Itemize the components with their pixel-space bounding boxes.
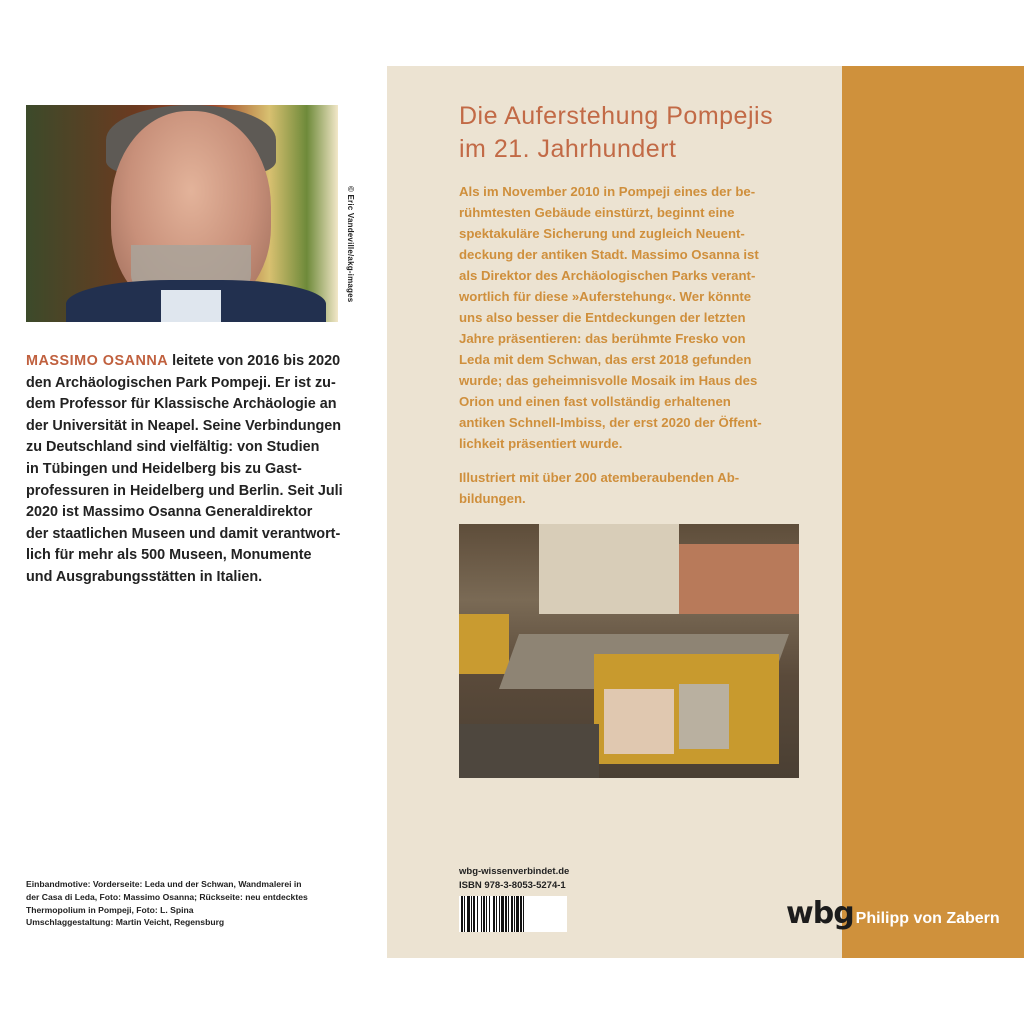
barcode-bar <box>496 896 497 932</box>
barcode-bar <box>467 896 470 932</box>
bio-line: der Universität in Neapel. Seine Verbindungen <box>26 417 342 434</box>
barcode-bar <box>520 896 522 932</box>
blurb-line: wortlich für diese »Auferstehung«. Wer könnte <box>459 289 752 304</box>
blurb-line: rühmtesten Gebäude einstürzt, beginnt eine <box>459 205 735 220</box>
credit-line: Einbandmotive: Vorderseite: Leda und der Schwan, Wandmalerei in <box>26 879 302 889</box>
blurb-line: als Direktor des Archäologischen Parks verant- <box>459 268 756 283</box>
barcode-bar <box>464 896 465 932</box>
blurb-line: bildungen. <box>459 491 526 506</box>
author-name: MASSIMO OSANNA <box>26 353 169 369</box>
blurb-line: Leda mit dem Schwan, das erst 2018 gefunden <box>459 352 752 367</box>
book-title <box>459 100 839 166</box>
bio-line: professuren in Heidelberg und Berlin. Seit Juli <box>26 482 343 499</box>
barcode-bar <box>493 896 495 932</box>
barcode-bar <box>489 896 490 932</box>
barcode-bar <box>508 896 509 932</box>
barcode-bar <box>511 896 513 932</box>
bio-line: lich für mehr als 500 Museen, Monumente <box>26 547 312 564</box>
blurb-line: uns also besser die Entdeckungen der letzten <box>459 310 746 325</box>
bio-line: zu Deutschland sind vielfältig: von Studien <box>26 439 320 456</box>
bio-line: und Ausgrabungsstätten in Italien. <box>26 568 263 585</box>
credit-line: Umschlaggestaltung: Martin Veicht, Regensburg <box>26 917 225 928</box>
barcode-bar <box>481 896 482 932</box>
barcode-bar <box>505 896 507 932</box>
blurb-line: spektakuläre Sicherung und zugleich Neuent- <box>459 226 745 241</box>
bio-line: den Archäologischen Park Pompeji. Er ist zu- <box>26 374 336 391</box>
barcode-bar <box>477 896 478 932</box>
barcode-bar <box>486 896 487 932</box>
bio-line: der staatlichen Museen und damit verantwort- <box>26 525 341 542</box>
cover-credits <box>26 878 346 929</box>
barcode-bar <box>501 896 504 932</box>
spine-strip <box>842 66 1024 958</box>
blurb-line: antiken Schnell-Imbiss, der erst 2020 der Öffent- <box>459 415 762 430</box>
barcode-bar <box>514 896 515 932</box>
blurb-line: wurde; das geheimnisvolle Mosaik im Haus des <box>459 373 758 388</box>
barcode-bar <box>523 896 524 932</box>
wbg-logo: wbg <box>786 896 854 931</box>
blurb-line: Illustriert mit über 200 atemberaubenden Ab- <box>459 470 740 485</box>
bio-line: 2020 ist Massimo Osanna Generaldirektor <box>26 504 313 521</box>
blurb-line: Jahre präsentieren: das berühmte Fresko von <box>459 331 746 346</box>
publisher-name: Philipp von Zabern <box>855 910 1000 927</box>
bio-line: dem Professor für Klassische Archäologie an <box>26 396 337 413</box>
barcode <box>459 896 567 932</box>
barcode-bar <box>461 896 463 932</box>
credit-line: der Casa di Leda, Foto: Massimo Osanna; Rückseite: neu entdecktes <box>26 891 308 902</box>
isbn: ISBN 978-3-8053-5274-1 <box>459 880 566 891</box>
barcode-bar <box>499 896 500 932</box>
blurb-line: deckung der antiken Stadt. Massimo Osanna ist <box>459 247 759 262</box>
bio-line: in Tübingen und Heidelberg bis zu Gast- <box>26 460 302 477</box>
bio-line: leitete von 2016 bis 2020 <box>168 353 341 369</box>
barcode-bar <box>483 896 485 932</box>
blurb-line: Als im November 2010 in Pompeji eines der be- <box>459 184 756 199</box>
author-bio <box>26 351 371 589</box>
barcode-bar <box>471 896 472 932</box>
author-portrait <box>26 105 338 322</box>
photo-credit: © Eric Vandeville/akg-images <box>346 186 355 303</box>
thermopolium-photo <box>459 524 799 778</box>
illustration-note <box>459 467 824 509</box>
publisher-logo <box>786 896 1000 931</box>
blurb-line: lichkeit präsentiert wurde. <box>459 436 623 451</box>
title-line: Die Auferstehung Pompejis <box>459 102 774 130</box>
blurb-line: Orion und einen fast vollständig erhaltenen <box>459 394 731 409</box>
publisher-url: wbg-wissenverbindet.de <box>459 866 570 877</box>
title-line: im 21. Jahrhundert <box>459 135 677 163</box>
book-blurb <box>459 181 824 454</box>
barcode-bar <box>473 896 475 932</box>
credit-line: Thermopolium in Pompeji, Foto: L. Spina <box>26 904 194 915</box>
barcode-bar <box>516 896 519 932</box>
